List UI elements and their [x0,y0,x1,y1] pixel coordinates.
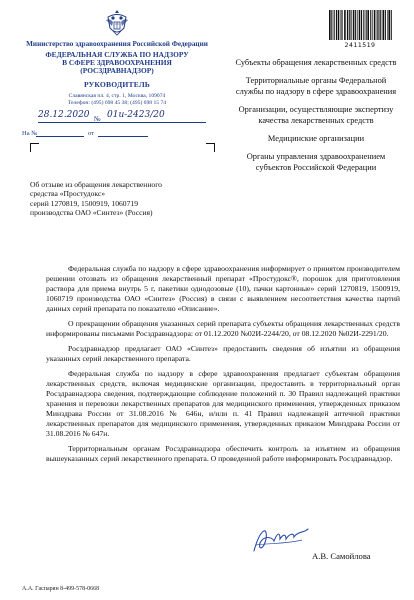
addressee: Медицинские организации [267,134,365,144]
body-paragraph: О прекращении обращения указанных серий препарата субъекты обращения лекарственных средств информированы письмами Росздравнадзора: от 01.12.2020 №02И-2244/20, от 08.12.2020 №02И-2291/20. [46,319,400,338]
date-number-line [22,109,212,124]
number-label: № [94,114,101,123]
letterhead [22,8,212,138]
addressee: Организации, осуществляющие экспертизу качества лекарственных средств [238,105,394,125]
corner-mark [206,143,215,152]
handwritten-date: 28.12.2020 [38,109,90,120]
barcode-number: 2411519 [344,41,376,49]
body-paragraph: Росздравнадзор предлагает ОАО «Синтез» предоставить сведения об изъятии из обращения указанных серий лекарственного препарата. [46,344,400,363]
addressee-list [232,58,400,181]
addressee: Территориальные органы Федеральной службы по надзору в сфере здравоохранения [235,76,397,96]
addressee: Субъекты обращения лекарственных средств [235,58,397,67]
body-paragraph: Федеральная служба по надзору в сфере здравоохранения предлагает субъектам обращения лекарственных средств, включая медицинские организации, предоставить в территориальный орган Росздравнадзора сведения, подтверждающие соблюдение положений п. 30 Правил надлежащей практики хранения и перевозки лекарственных препаратов для медицинского применения, утвержденных приказом Минздрава России от 31.08.2016 № 646н, и/или п. 41 Правил надлежащей аптечной практики лекарственных препаратов для медицинского применения, утвержденных приказом Минздрава России от 31.08.2016 № 647н. [46,369,400,438]
signer-name: А.В. Самойлова [312,551,371,561]
executor-contact: А.А. Гаспарян 8-499-578-0668 [22,586,100,592]
agency-address: Славянская пл. 4, стр. 1, Москва, 109074 Телефон: (495) 698 45 38; (495) 698 15 74 [67,92,167,106]
letterhead-heading: РУКОВОДИТЕЛЬ [83,79,151,89]
letter-subject: Об отзыве из обращения лекарственного средства «Простудокс» серий 1270819, 1500919, 1060719 производства ОАО «Синтез» (Россия) [30,180,162,218]
handwritten-signature [250,523,312,557]
coat-of-arms-icon [104,8,130,38]
letter-body [46,264,400,469]
barcode-icon [328,10,392,40]
agency-name: ФЕДЕРАЛЬНАЯ СЛУЖБА ПО НАДЗОРУ В СФЕРЕ ЗДРАВООХРАНЕНИЯ (РОСЗДРАВНАДЗОР) [45,49,189,76]
ministry-name: Министерство здравоохранения Российской Федерации [26,40,208,48]
body-paragraph: Территориальным органам Росздравнадзора обеспечить контроль за изъятием из обращения вышеуказанных серий лекарственного препарата. О проведенной работе информировать Росздравнадзор. [46,444,400,463]
addressee: Органы управления здравоохранением субъектов Российской Федерации [246,152,386,172]
corner-mark [30,143,39,152]
document-barcode [328,10,392,49]
reference-line: На № от [22,127,212,138]
body-paragraph: Федеральная служба по надзору в сфере здравоохранения информирует о принятом производителем решении отозвать из обращения лекарственный препарат «Простудокс®, порошок для приготовления раствора для приема внутрь 5 г, пакетики однодозовые (10), пачки картонные» серий 1270819, 1500919, 1060719 производства ОАО «Синтез» (Россия) в связи с выявлением несоответствия качества партий данных серий препарата по показателю «Описание». [46,264,400,313]
handwritten-number: 01и-2423/20 [107,109,165,120]
